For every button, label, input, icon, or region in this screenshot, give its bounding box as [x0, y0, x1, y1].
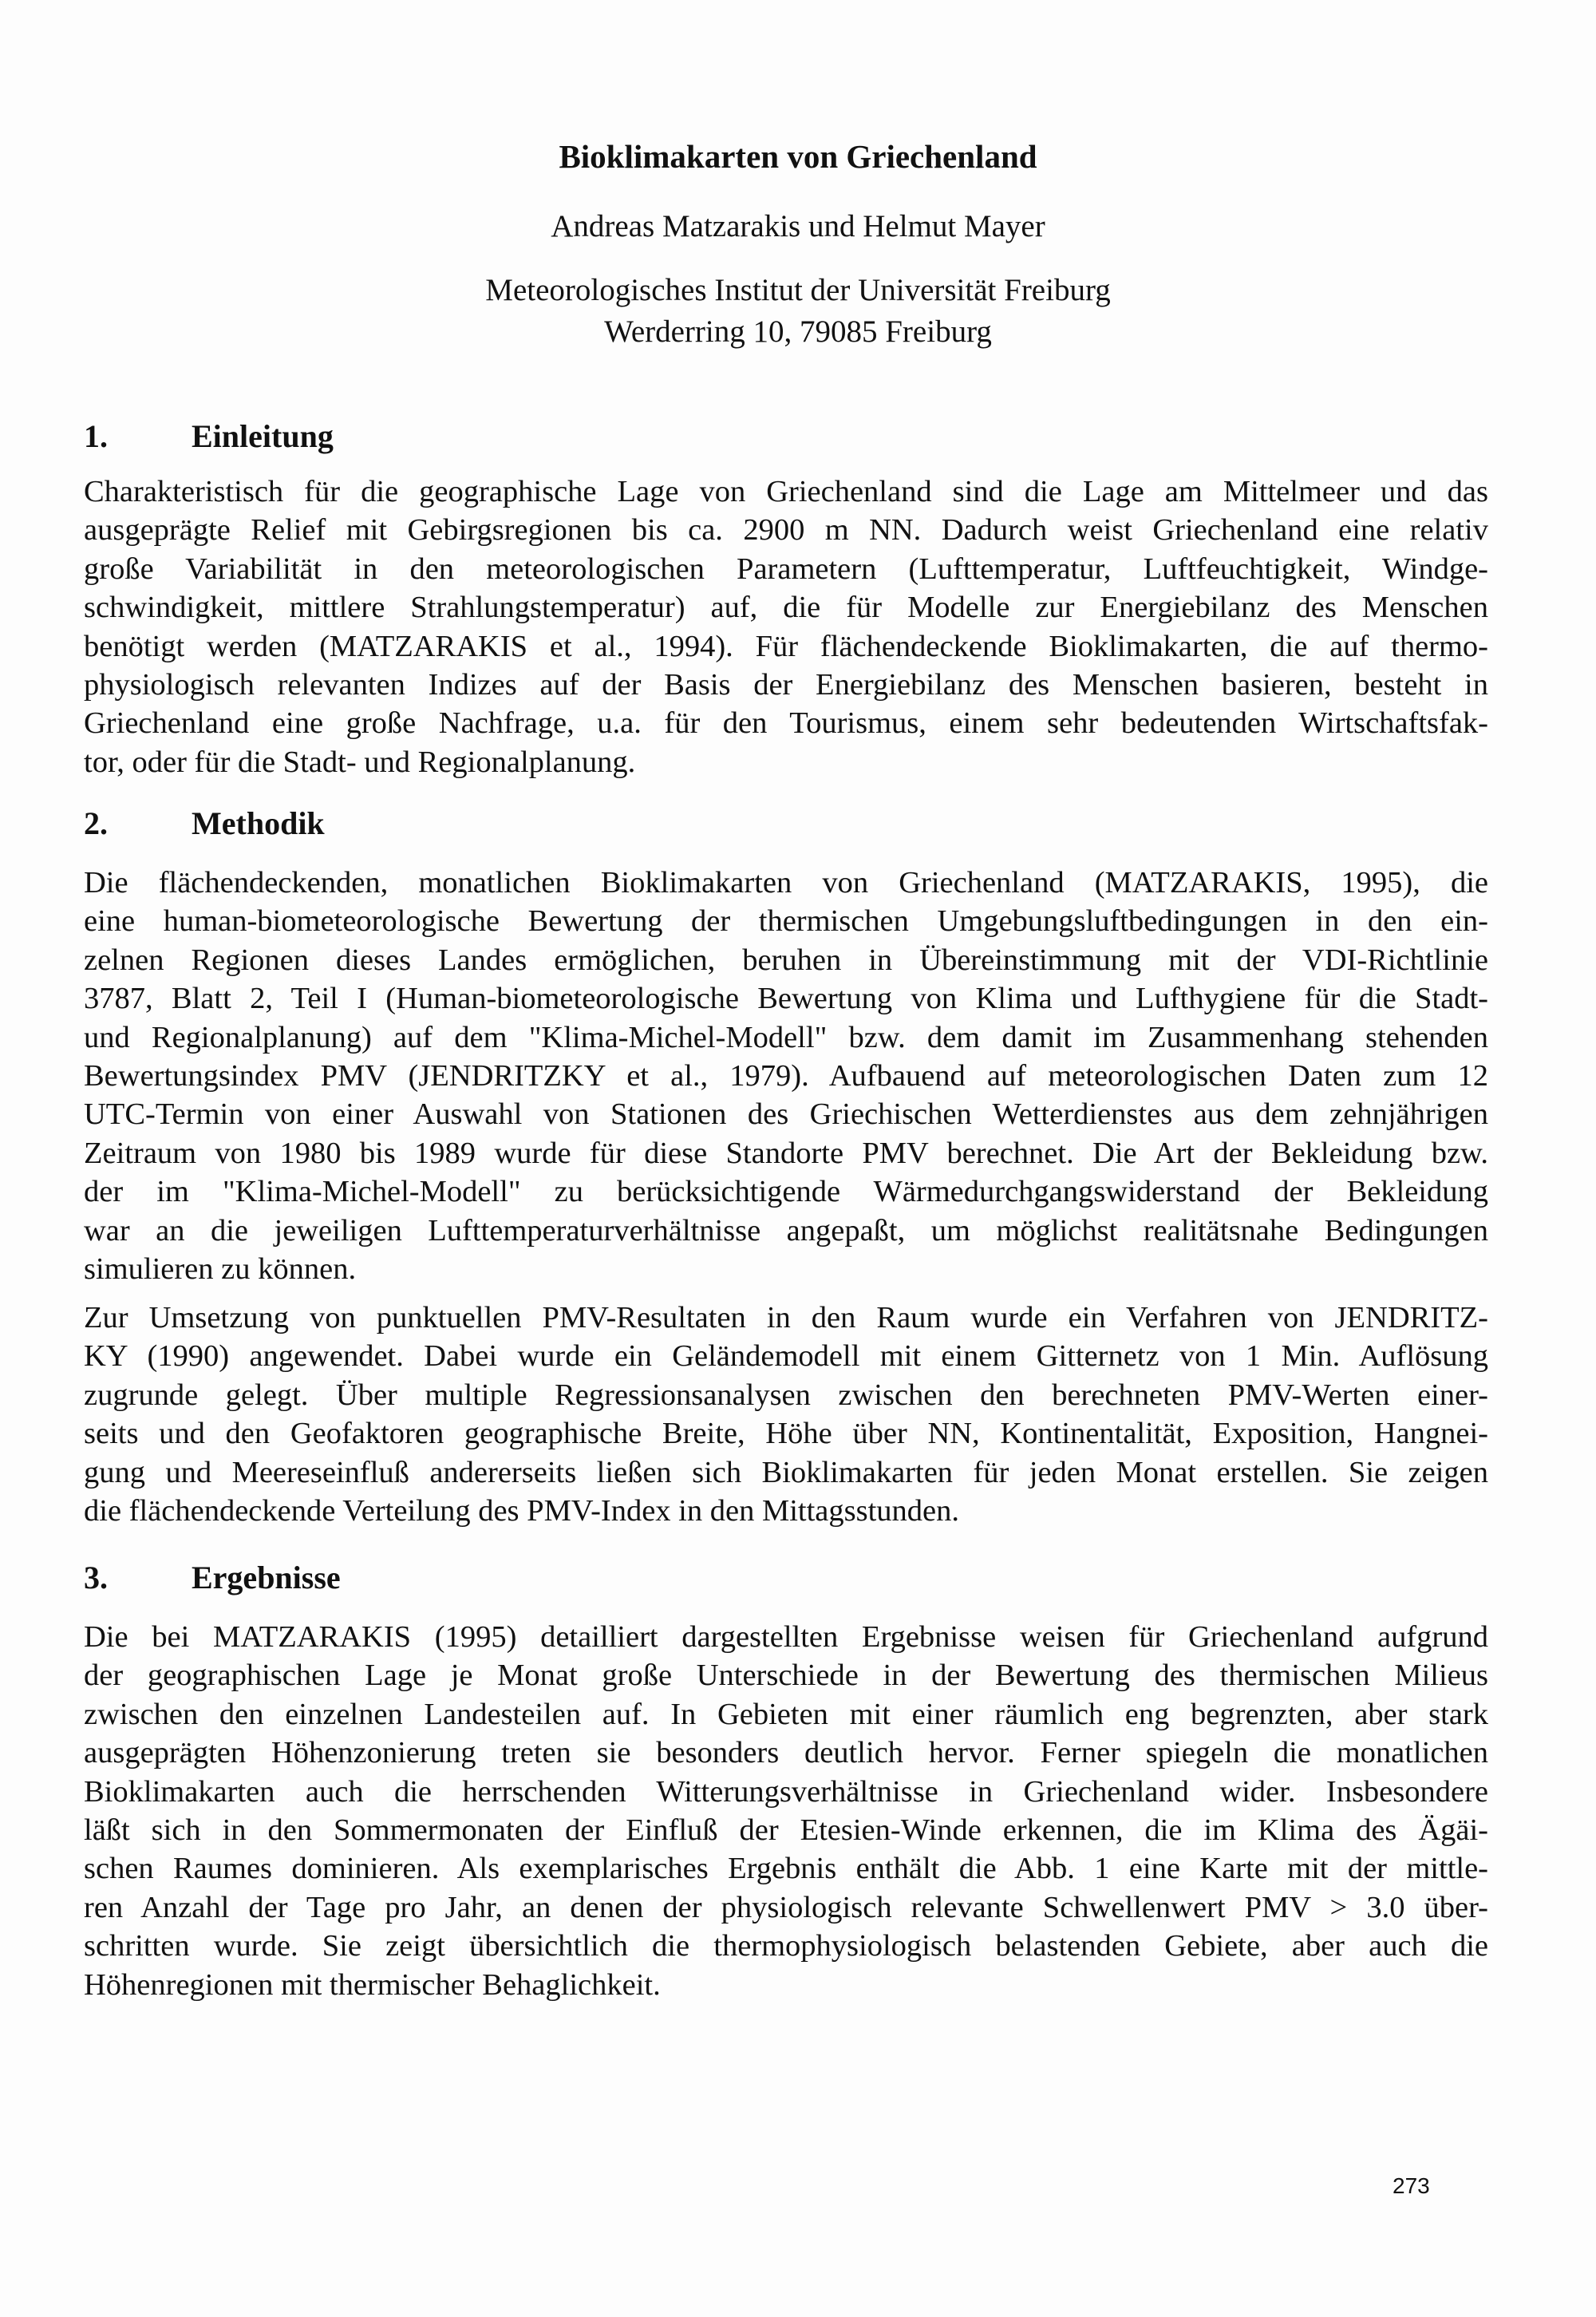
paper-authors: Andreas Matzarakis und Helmut Mayer: [551, 209, 1045, 243]
text-line: schritten wurde. Sie zeigt übersichtlich die thermophysiologisch belastenden Gebiete, aber auch die: [84, 1929, 1488, 1963]
text-line: ren Anzahl der Tage pro Jahr, an denen der physiologisch relevante Schwellenwert PMV > 3.0 über-: [84, 1890, 1488, 1924]
text-line: der geographischen Lage je Monat große Unterschiede in der Bewertung des thermischen Milieus: [84, 1659, 1488, 1693]
text-line: Die flächendeckenden, monatlichen Bioklimakarten von Griechenland (MATZARAKIS, 1995), die: [84, 866, 1488, 900]
text-line: Die bei MATZARAKIS (1995) detailliert dargestellten Ergebnisse weisen für Griechenland aufgrund: [84, 1620, 1488, 1654]
section-heading: [84, 804, 325, 844]
text-line: simulieren zu können.: [84, 1252, 357, 1287]
text-line: Bioklimakarten auch die herrschenden Witterungsverhältnisse in Griechenland wider. Insbesondere: [84, 1774, 1488, 1809]
paper-affiliation: [0, 270, 1596, 353]
text-line: tor, oder für die Stadt- und Regionalplanung.: [84, 745, 636, 779]
text-line: gung und Meereseinfluß andererseits ließen sich Bioklimakarten für jeden Monat erstellen. Sie zeigen: [84, 1455, 1488, 1489]
affiliation-line: Meteorologisches Institut der Universität Freiburg: [485, 273, 1111, 307]
paragraph: [84, 1618, 1488, 2004]
text-line: die flächendeckende Verteilung des PMV-Index in den Mittagsstunden.: [84, 1494, 960, 1528]
text-line: Griechenland eine große Nachfrage, u.a. für den Tourismus, einem sehr bedeutenden Wirtschaftsfak-: [84, 706, 1488, 741]
text-line: zugrunde gelegt. Über multiple Regressionsanalysen zwischen den berechneten PMV-Werten einer-: [84, 1378, 1488, 1412]
text-line: ausgeprägten Höhenzonierung treten sie besonders deutlich hervor. Ferner spiegeln die monatlichen: [84, 1736, 1488, 1770]
text-line: schen Raumes dominieren. Als exemplarisches Ergebnis enthält die Abb. 1 eine Karte mit der mittle-: [84, 1852, 1488, 1886]
text-line: KY (1990) angewendet. Dabei wurde ein Geländemodell mit einem Gitternetz von 1 Min. Auflösung: [84, 1339, 1488, 1374]
affiliation-line: Werderring 10, 79085 Freiburg: [604, 314, 992, 349]
section-title: Ergebnisse: [192, 1560, 341, 1595]
section-title: Methodik: [192, 805, 325, 841]
text-line: der im "Klima-Michel-Modell" zu berücksichtigende Wärmedurchgangswiderstand der Bekleidung: [84, 1175, 1488, 1209]
section-title: Einleitung: [192, 418, 334, 454]
text-line: ausgeprägte Relief mit Gebirgsregionen bis ca. 2900 m NN. Dadurch weist Griechenland eine relativ: [84, 513, 1488, 548]
text-line: Bewertungsindex PMV (JENDRITZKY et al., 1979). Aufbauend auf meteorologischen Daten zum 12: [84, 1059, 1488, 1093]
text-line: schwindigkeit, mittlere Strahlungstemperatur) auf, die für Modelle zur Energiebilanz des Menschen: [84, 591, 1488, 625]
text-line: zwischen den einzelnen Landesteilen auf. In Gebieten mit einer räumlich eng begrenzten, aber stark: [84, 1697, 1488, 1731]
text-line: 3787, Blatt 2, Teil I (Human-biometeorologische Bewertung von Klima und Lufthygiene für die Stadt-: [84, 982, 1488, 1016]
paper-title: Bioklimakarten von Griechenland: [559, 138, 1037, 175]
paragraph: [84, 472, 1488, 781]
text-line: physiologisch relevanten Indizes auf der Basis der Energiebilanz des Menschen basieren, besteht in: [84, 668, 1488, 702]
section-number: 3.: [84, 1560, 108, 1595]
section-number: 1.: [84, 418, 108, 454]
text-line: Zeitraum von 1980 bis 1989 wurde für diese Standorte PMV berechnet. Die Art der Bekleidung bzw.: [84, 1136, 1488, 1170]
text-line: seits und den Geofaktoren geographische Breite, Höhe über NN, Kontinentalität, Exposition, Hangnei-: [84, 1417, 1488, 1451]
section-heading: [84, 1558, 341, 1598]
text-line: UTC-Termin von einer Auswahl von Stationen des Griechischen Wetterdienstes aus dem zehnjährigen: [84, 1097, 1488, 1132]
paragraph: [84, 1299, 1488, 1530]
section-number: 2.: [84, 805, 108, 841]
text-line: benötigt werden (MATZARAKIS et al., 1994). Für flächendeckende Bioklimakarten, die auf thermo-: [84, 629, 1488, 663]
text-line: und Regionalplanung) auf dem "Klima-Michel-Modell" bzw. dem damit im Zusammenhang stehenden: [84, 1020, 1488, 1054]
text-line: große Variabilität in den meteorologischen Parametern (Lufttemperatur, Luftfeuchtigkeit, Windge-: [84, 552, 1488, 586]
page-number: 273: [1393, 2173, 1430, 2198]
text-line: zelnen Regionen dieses Landes ermöglichen, beruhen in Übereinstimmung mit der VDI-Richtlinie: [84, 943, 1488, 977]
text-line: war an die jeweiligen Lufttemperaturverhältnisse angepaßt, um möglichst realitätsnahe Bedingungen: [84, 1213, 1488, 1247]
text-line: Höhenregionen mit thermischer Behaglichkeit.: [84, 1967, 661, 2002]
paragraph: [84, 864, 1488, 1288]
text-line: eine human-biometeorologische Bewertung der thermischen Umgebungsluftbedingungen in den ein-: [84, 904, 1488, 939]
text-line: Zur Umsetzung von punktuellen PMV-Resultaten in den Raum wurde ein Verfahren von JENDRITZ-: [84, 1301, 1488, 1334]
text-line: Charakteristisch für die geographische Lage von Griechenland sind die Lage am Mittelmeer und das: [84, 475, 1488, 508]
text-line: läßt sich in den Sommermonaten der Einfluß der Etesien-Winde erkennen, die im Klima des Ägäi-: [84, 1813, 1488, 1848]
section-heading: [84, 417, 334, 457]
